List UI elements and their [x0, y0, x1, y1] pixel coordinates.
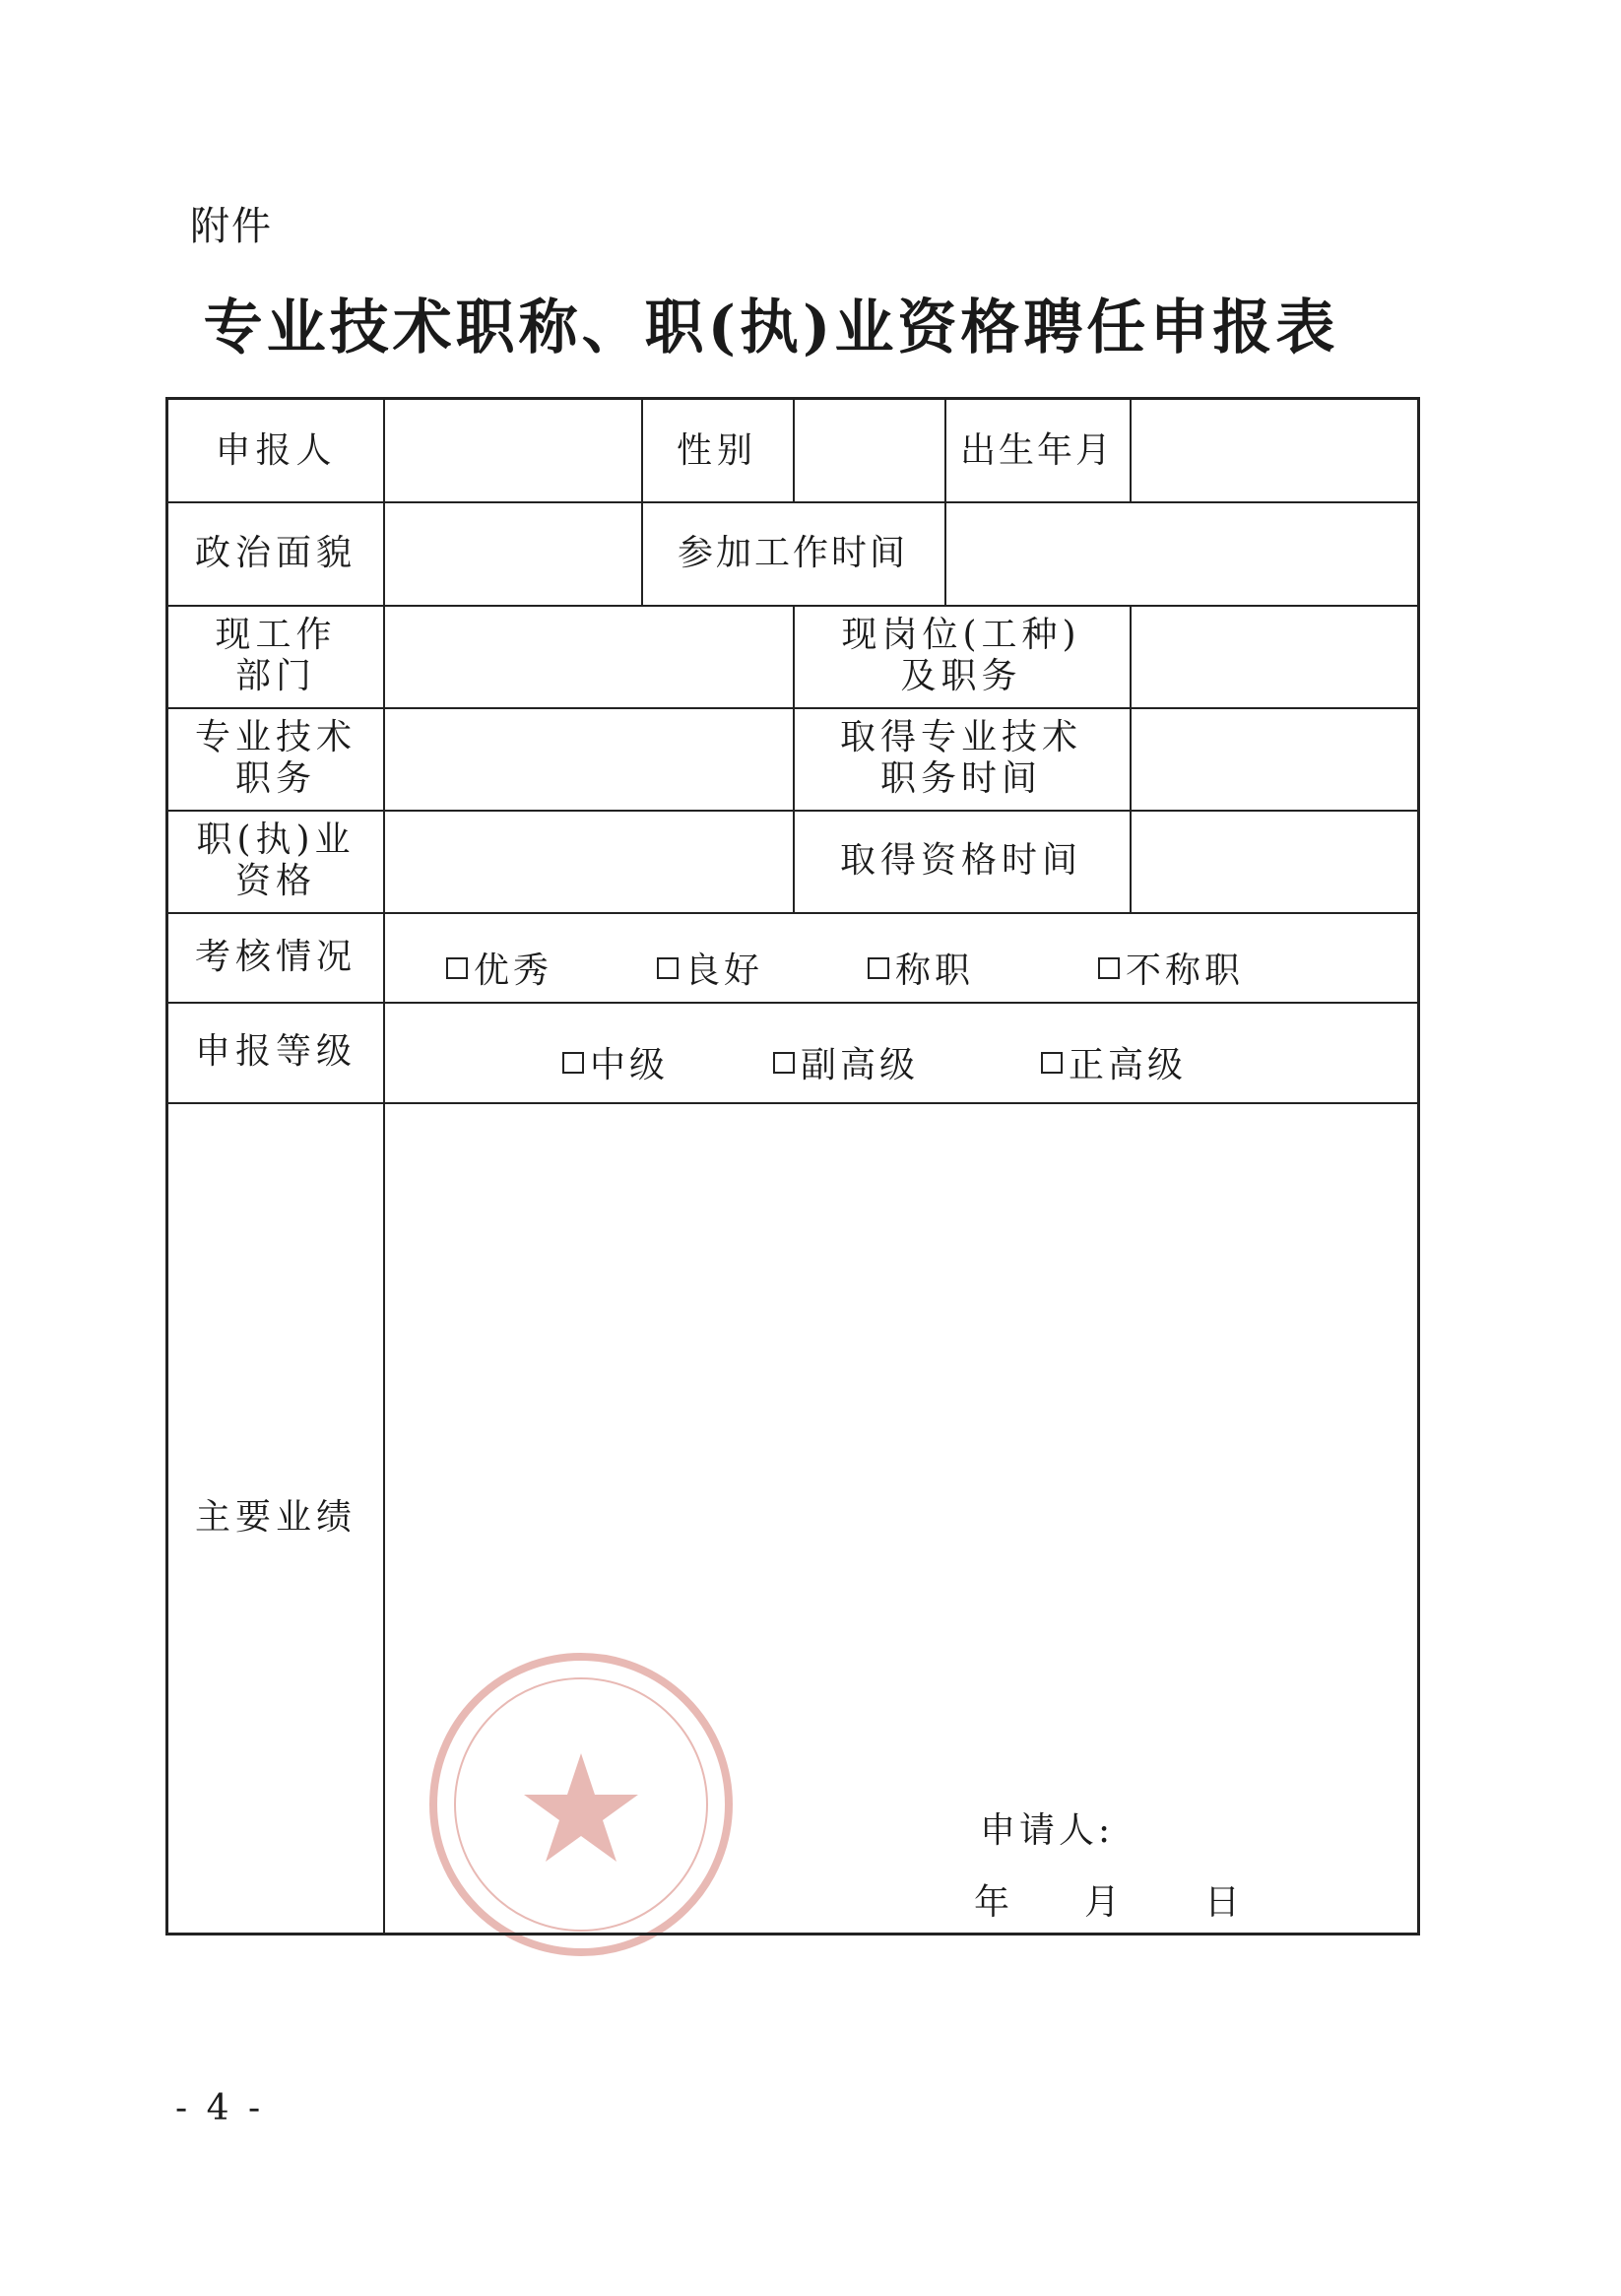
post-field[interactable] [1132, 605, 1417, 707]
achievements-field[interactable] [385, 1104, 1417, 1933]
birth-label: 出生年月 [959, 429, 1114, 471]
level-label: 申报等级 [194, 1031, 357, 1072]
dept-field[interactable] [385, 605, 793, 707]
page-number: - 4 - [175, 2088, 265, 2129]
document-title: 专业技术职称、职(执)业资格聘任申报表 [203, 294, 1339, 362]
work-start-label: 参加工作时间 [677, 532, 908, 573]
dept-label: 现工作 部门 [215, 615, 337, 696]
political-field[interactable] [385, 501, 641, 605]
checkbox-icon[interactable] [657, 957, 679, 979]
gender-field[interactable] [795, 400, 944, 501]
applicant-field[interactable] [385, 400, 641, 501]
checkbox-icon[interactable] [868, 957, 889, 979]
checkbox-icon[interactable] [562, 1052, 584, 1074]
checkbox-icon[interactable] [1098, 957, 1120, 979]
date-year-label: 年 [974, 1882, 1010, 1923]
political-label: 政治面貌 [194, 532, 357, 573]
level-option-associate-senior[interactable]: 副高级 [773, 1037, 919, 1087]
level-option-senior[interactable]: 正高级 [1041, 1037, 1187, 1087]
tech-title-field[interactable] [385, 707, 793, 810]
qualification-field[interactable] [385, 810, 793, 912]
assessment-option-incompetent[interactable]: 不称职 [1098, 943, 1244, 993]
date-day-label: 日 [1204, 1882, 1241, 1923]
tech-time-field[interactable] [1132, 707, 1417, 810]
applicant-label: 申报人 [215, 429, 337, 471]
work-start-field[interactable] [946, 501, 1417, 605]
achievements-label: 主要业绩 [194, 1496, 357, 1538]
level-option-intermediate[interactable]: 中级 [562, 1037, 669, 1087]
qual-time-field[interactable] [1132, 810, 1417, 912]
assessment-option-excellent[interactable]: 优秀 [446, 943, 552, 993]
post-label: 现岗位(工种) 及职务 [841, 615, 1081, 696]
date-month-label: 月 [1084, 1882, 1121, 1923]
assessment-option-good[interactable]: 良好 [657, 943, 763, 993]
birth-field[interactable] [1132, 400, 1417, 501]
assessment-option-competent[interactable]: 称职 [868, 943, 974, 993]
checkbox-icon[interactable] [1041, 1052, 1063, 1074]
application-form [165, 397, 1420, 1935]
assessment-label: 考核情况 [194, 936, 357, 977]
tech-title-label: 专业技术 职务 [194, 717, 357, 799]
checkbox-icon[interactable] [773, 1052, 795, 1074]
gender-label: 性别 [676, 429, 757, 471]
tech-time-label: 取得专业技术 职务时间 [839, 717, 1082, 799]
checkbox-icon[interactable] [446, 957, 468, 979]
applicant-signature-label: 申请人: [980, 1810, 1115, 1851]
qual-time-label: 取得资格时间 [839, 840, 1082, 881]
qualification-label: 职(执)业 资格 [196, 820, 356, 901]
attachment-label: 附件 [190, 204, 273, 249]
